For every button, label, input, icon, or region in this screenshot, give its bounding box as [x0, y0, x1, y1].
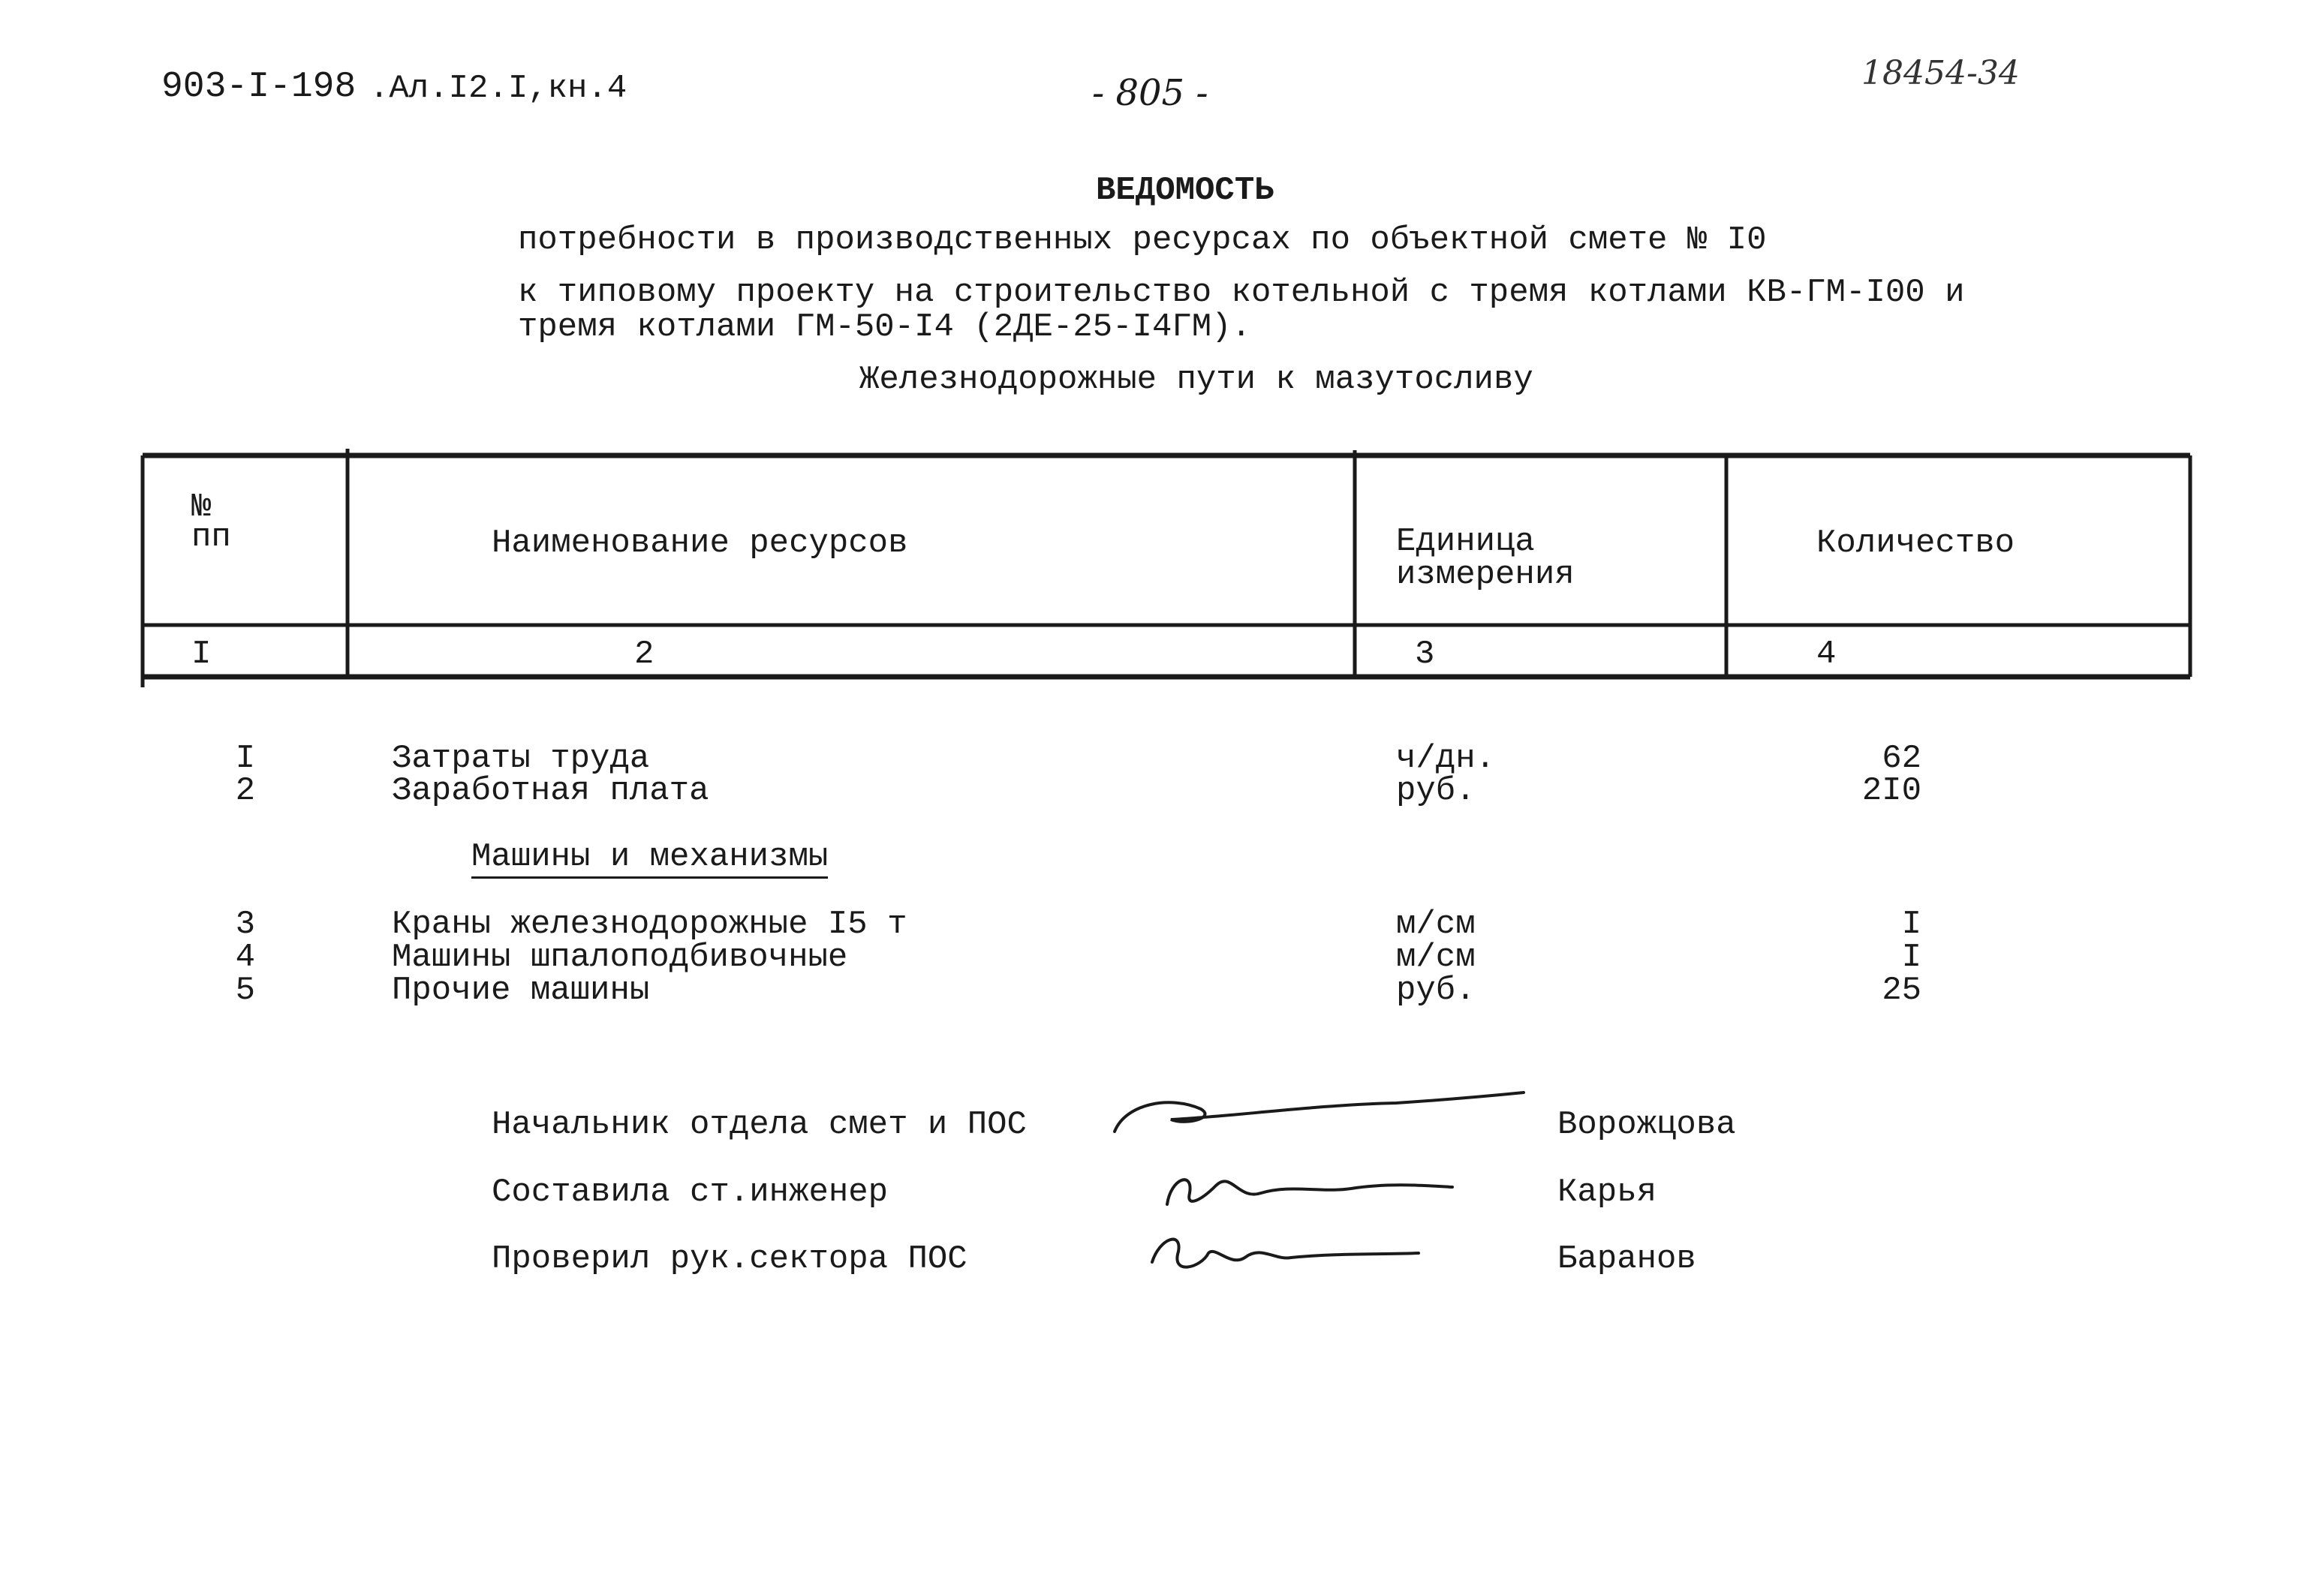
column-number-2: 2 [634, 636, 654, 673]
signature-role-3: Проверил рук.сектора ПОС [492, 1240, 967, 1278]
signature-role-2: Составила ст.инженер [492, 1174, 889, 1211]
album-reference: .Ал.I2.I,кн.4 [369, 70, 627, 107]
row-3-qty: I [1901, 906, 1921, 943]
row-2-name: Заработная плата [392, 772, 709, 810]
title-line-1: потребности в производственных ресурсах по объектной смете № I0 [518, 221, 1767, 259]
header-qty: Количество [1816, 524, 2015, 562]
column-number-3: 3 [1415, 636, 1435, 673]
row-5-name: Прочие машины [392, 972, 650, 1009]
signature-name-1: Ворожцова [1557, 1106, 1736, 1144]
title-line-2: к типовому проекту на строительство котельной с тремя котлами КВ-ГМ-I00 и [518, 274, 1965, 311]
row-4-name: Машины шпалоподбивочные [392, 939, 848, 976]
row-2-num: 2 [235, 772, 255, 810]
signature-role-1: Начальник отдела смет и ПОС [492, 1106, 1027, 1144]
header-num: № пп [191, 488, 231, 556]
section-title: Машины и механизмы [471, 839, 828, 879]
header-name: Наименование ресурсов [492, 524, 908, 562]
row-4-unit: м/см [1396, 939, 1476, 976]
row-5-qty: 25 [1882, 972, 1921, 1009]
row-4-num: 4 [235, 939, 255, 976]
row-2-unit: руб. [1396, 772, 1476, 810]
row-1-qty: 62 [1882, 740, 1921, 777]
column-number-4: 4 [1816, 636, 1837, 673]
signature-1 [1115, 1093, 1524, 1132]
signature-2 [1167, 1180, 1452, 1204]
row-1-unit: ч/дн. [1396, 740, 1496, 777]
document-code: 903-I-198 [161, 67, 357, 107]
row-5-unit: руб. [1396, 972, 1476, 1009]
column-number-1: I [191, 636, 212, 673]
row-1-name: Затраты труда [392, 740, 650, 777]
row-3-name: Краны железнодорожные I5 т [392, 906, 907, 943]
row-5-num: 5 [235, 972, 255, 1009]
signature-3 [1152, 1240, 1419, 1267]
row-3-num: 3 [235, 906, 255, 943]
row-1-num: I [235, 740, 255, 777]
page-number: - 805 - [1092, 72, 1208, 114]
document-heading: ВЕДОМОСТЬ [1096, 172, 1274, 209]
signature-name-3: Баранов [1557, 1240, 1696, 1278]
signature-name-2: Карья [1557, 1174, 1657, 1211]
archive-number: 18454-34 [1861, 54, 2020, 92]
title-line-3: тремя котлами ГМ-50-I4 (2ДЕ-25-I4ГМ). [518, 308, 1251, 346]
header-unit: Единица измерения [1396, 523, 1575, 594]
row-4-qty: I [1901, 939, 1921, 976]
row-3-unit: м/см [1396, 906, 1476, 943]
document-subtitle: Железнодорожные пути к мазутосливу [859, 361, 1533, 398]
row-2-qty: 2I0 [1861, 772, 1921, 810]
